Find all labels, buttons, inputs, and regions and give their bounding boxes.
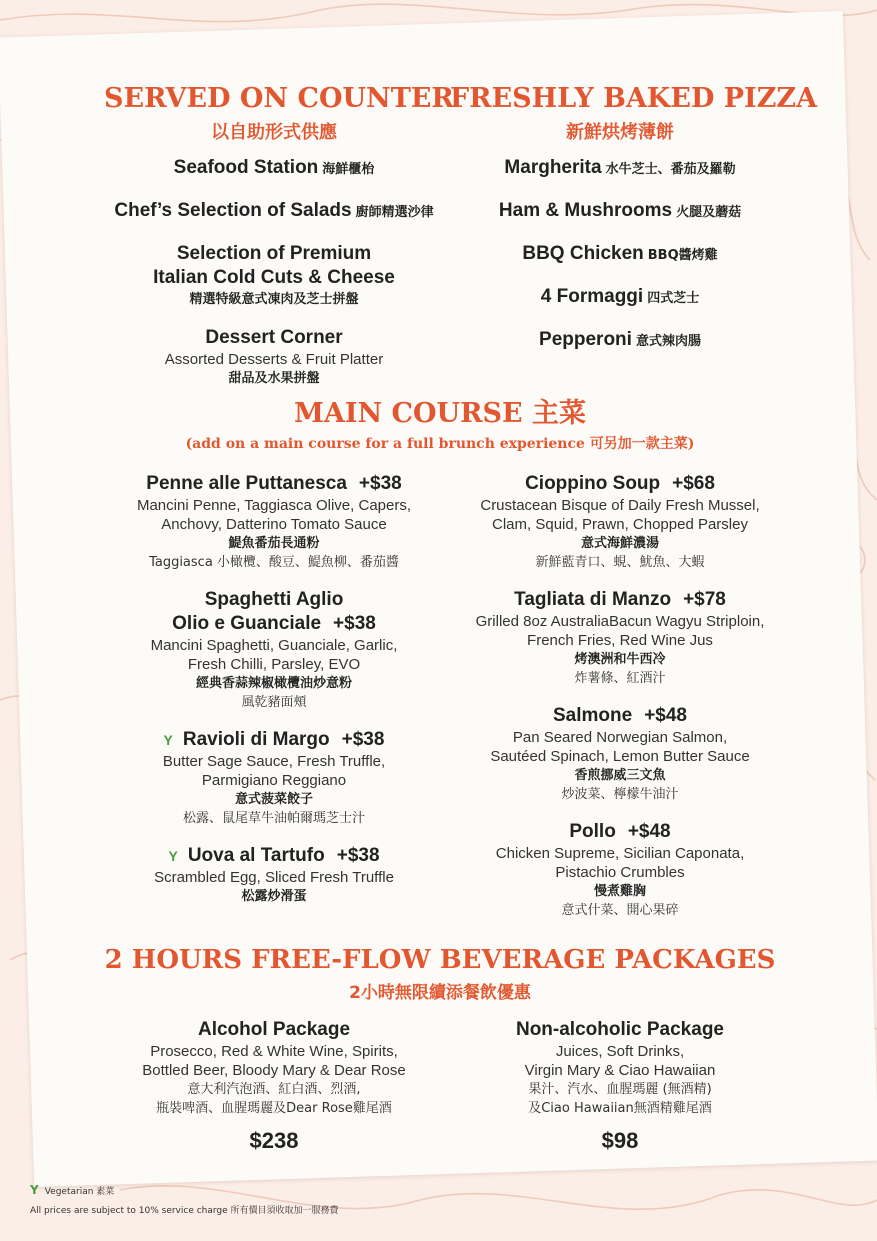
item-description: Pan Seared Norwegian Salmon, (512, 729, 728, 746)
counter-column (96, 156, 452, 402)
counter-title-cn: 以自助形式供應 (211, 122, 337, 143)
vegetarian-note: Vegetarian 素菜 (44, 1187, 115, 1197)
item-name: Pollo (569, 821, 616, 842)
package-description-cn: 意大利汽泡酒、紅白酒、烈酒, (187, 1082, 361, 1097)
item-description-cn: 炸薯條、紅酒汁 (574, 671, 666, 686)
pizza-item (450, 328, 790, 354)
item-name: Salmone (553, 705, 633, 726)
pizza-title-cn: 新鮮烘烤薄餅 (566, 122, 674, 143)
vegetarian-icon: Y (163, 732, 173, 748)
package-description: Bottled Beer, Bloody Mary & Dear Rose (142, 1062, 406, 1079)
vegetarian-icon: Y (168, 848, 178, 864)
item-name-cn: 甜品及水果拼盤 (228, 371, 320, 386)
item-price: +$38 (333, 613, 376, 634)
item-price: +$38 (341, 729, 385, 750)
item-description: Crustacean Bisque of Daily Fresh Mussel, (480, 497, 760, 514)
package-description-cn: 瓶裝啤酒、血腥瑪麗及Dear Rose雞尾酒 (156, 1101, 392, 1116)
item-description-cn: 新鮮藍青口、蜆、魷魚、大蝦 (535, 555, 705, 570)
item-name: Selection of Premium (176, 243, 372, 264)
counter-item (96, 242, 452, 309)
beverage-title-cn: 2小時無限續添餐飲優惠 (349, 983, 531, 1003)
item-name: Spaghetti Aglio (204, 589, 344, 610)
main-item (450, 820, 790, 920)
counter-item (96, 326, 452, 388)
main-item (104, 588, 444, 712)
item-name: Dessert Corner (205, 327, 343, 348)
item-price: +$38 (358, 473, 402, 494)
item-description-cn: 意式什菜、開心果碎 (561, 903, 679, 918)
item-description: Clam, Squid, Prawn, Chopped Parsley (492, 516, 748, 533)
package-price: $238 (249, 1128, 299, 1153)
item-name: Ravioli di Margo (182, 729, 330, 750)
item-name-cn: 意式海鮮濃湯 (580, 536, 659, 551)
main-course-title: MAIN COURSE 主菜 (293, 398, 587, 429)
item-description: Scrambled Egg, Sliced Fresh Truffle (154, 869, 394, 886)
item-name-cn: 廚師精選沙律 (355, 205, 434, 220)
main-item (104, 844, 444, 906)
item-name-cn: 松露炒滑蛋 (241, 889, 307, 904)
main-item (450, 472, 790, 572)
main-item (104, 728, 444, 828)
item-description: Fresh Chilli, Parsley, EVO (187, 656, 361, 673)
item-description: Assorted Desserts & Fruit Platter (164, 351, 384, 368)
item-name: Pepperoni (539, 329, 632, 350)
item-description-cn: 風乾豬面頰 (241, 695, 307, 710)
item-description-cn: 松露、鼠尾草牛油帕爾瑪芝士汁 (182, 811, 365, 826)
pizza-item (450, 156, 790, 182)
item-name-cn: 火腿及蘑菇 (676, 205, 742, 220)
item-name: 4 Formaggi (540, 286, 644, 307)
item-description: Parmigiano Reggiano (201, 772, 347, 789)
item-price: +$48 (627, 821, 671, 842)
item-description: Pistachio Crumbles (555, 864, 685, 881)
item-price: +$78 (683, 589, 726, 610)
item-name-cn: 鯷魚番茄長通粉 (228, 536, 320, 551)
item-name-cn: 意式菠菜餃子 (234, 792, 313, 807)
item-name: Italian Cold Cuts & Cheese (153, 267, 395, 288)
package-description-cn: 及Ciao Hawaiian無酒精雞尾酒 (528, 1101, 712, 1116)
item-name-cn: 烤澳洲和牛西冷 (574, 652, 666, 667)
item-name: Olio e Guanciale (172, 613, 322, 634)
item-description: French Fries, Red Wine Jus (527, 632, 713, 649)
item-name-cn: 經典香蒜辣椒橄欖油炒意粉 (195, 676, 352, 691)
package-name: Alcohol Package (197, 1019, 351, 1040)
alcohol-package (104, 1018, 444, 1154)
main-item (450, 704, 790, 804)
main-right-column (450, 472, 790, 934)
package-price: $98 (601, 1128, 639, 1153)
item-name-cn: BBQ醬烤雞 (647, 248, 718, 263)
item-name: Seafood Station (173, 157, 319, 178)
item-name-cn: 意式辣肉腸 (635, 334, 701, 349)
item-price: +$48 (644, 705, 687, 726)
item-name-cn: 四式芝士 (647, 291, 700, 306)
counter-item (96, 199, 452, 225)
pizza-item (450, 285, 790, 311)
item-name: Uova al Tartufo (187, 845, 325, 866)
package-description: Virgin Mary & Ciao Hawaiian (524, 1062, 716, 1079)
non-alcoholic-package (450, 1018, 790, 1154)
pizza-column (450, 156, 790, 368)
pizza-item (450, 199, 790, 225)
item-price: +$38 (336, 845, 380, 866)
main-left-column (104, 472, 444, 920)
item-description: Grilled 8oz AustraliaBacun Wagyu Striploin, (475, 613, 765, 630)
item-name: Ham & Mushrooms (498, 200, 673, 221)
pizza-item (450, 242, 790, 268)
counter-item (96, 156, 452, 182)
item-description: Chicken Supreme, Sicilian Caponata, (495, 845, 745, 862)
main-course-subtitle: (add on a main course for a full brunch experience 可另加一款主菜) (185, 436, 695, 452)
item-description: Anchovy, Datterino Tomato Sauce (161, 516, 387, 533)
vegetarian-icon: Y (30, 1183, 39, 1197)
item-description: Mancini Spaghetti, Guanciale, Garlic, (150, 637, 398, 654)
item-description: Butter Sage Sauce, Fresh Truffle, (162, 753, 386, 770)
item-price: +$68 (672, 473, 715, 494)
counter-title: SERVED ON COUNTER (104, 83, 454, 114)
package-description: Juices, Soft Drinks, (555, 1043, 685, 1060)
beverage-title: 2 HOURS FREE-FLOW BEVERAGE PACKAGES (104, 945, 776, 975)
item-description: Sautéed Spinach, Lemon Butter Sauce (490, 748, 750, 765)
item-description-cn: Taggiasca 小橄欖、酸豆、鯷魚柳、番茄醬 (149, 555, 399, 570)
package-description-cn: 果汁、汽水、血腥瑪麗 (無酒精) (528, 1082, 712, 1097)
item-name-cn: 香煎挪威三文魚 (574, 768, 666, 783)
pizza-title: FRESHLY BAKED PIZZA (450, 83, 818, 114)
item-name: Cioppino Soup (525, 473, 661, 494)
item-name-cn: 海鮮櫃枱 (322, 162, 375, 177)
item-name: Margherita (504, 157, 602, 178)
item-name-cn: 精選特級意式凍肉及芝士拼盤 (189, 292, 359, 307)
service-charge-note: All prices are subject to 10% service charge 所有價目須收取加一服務費 (30, 1206, 339, 1216)
item-name: BBQ Chicken (522, 243, 644, 264)
item-name: Tagliata di Manzo (514, 589, 672, 610)
item-description: Mancini Penne, Taggiasca Olive, Capers, (136, 497, 412, 514)
item-name: Penne alle Puttanesca (146, 473, 347, 494)
vegetarian-legend (30, 1183, 114, 1197)
item-description-cn: 炒波菜、檸檬牛油汁 (561, 787, 679, 802)
package-name: Non-alcoholic Package (515, 1019, 724, 1040)
item-name: Chef’s Selection of Salads (114, 200, 352, 221)
main-item (450, 588, 790, 688)
main-item (104, 472, 444, 572)
package-description: Prosecco, Red & White Wine, Spirits, (150, 1043, 398, 1060)
item-name-cn: 慢煮雞胸 (593, 884, 646, 899)
item-name-cn: 水牛芝士、番茄及羅勒 (605, 162, 736, 177)
